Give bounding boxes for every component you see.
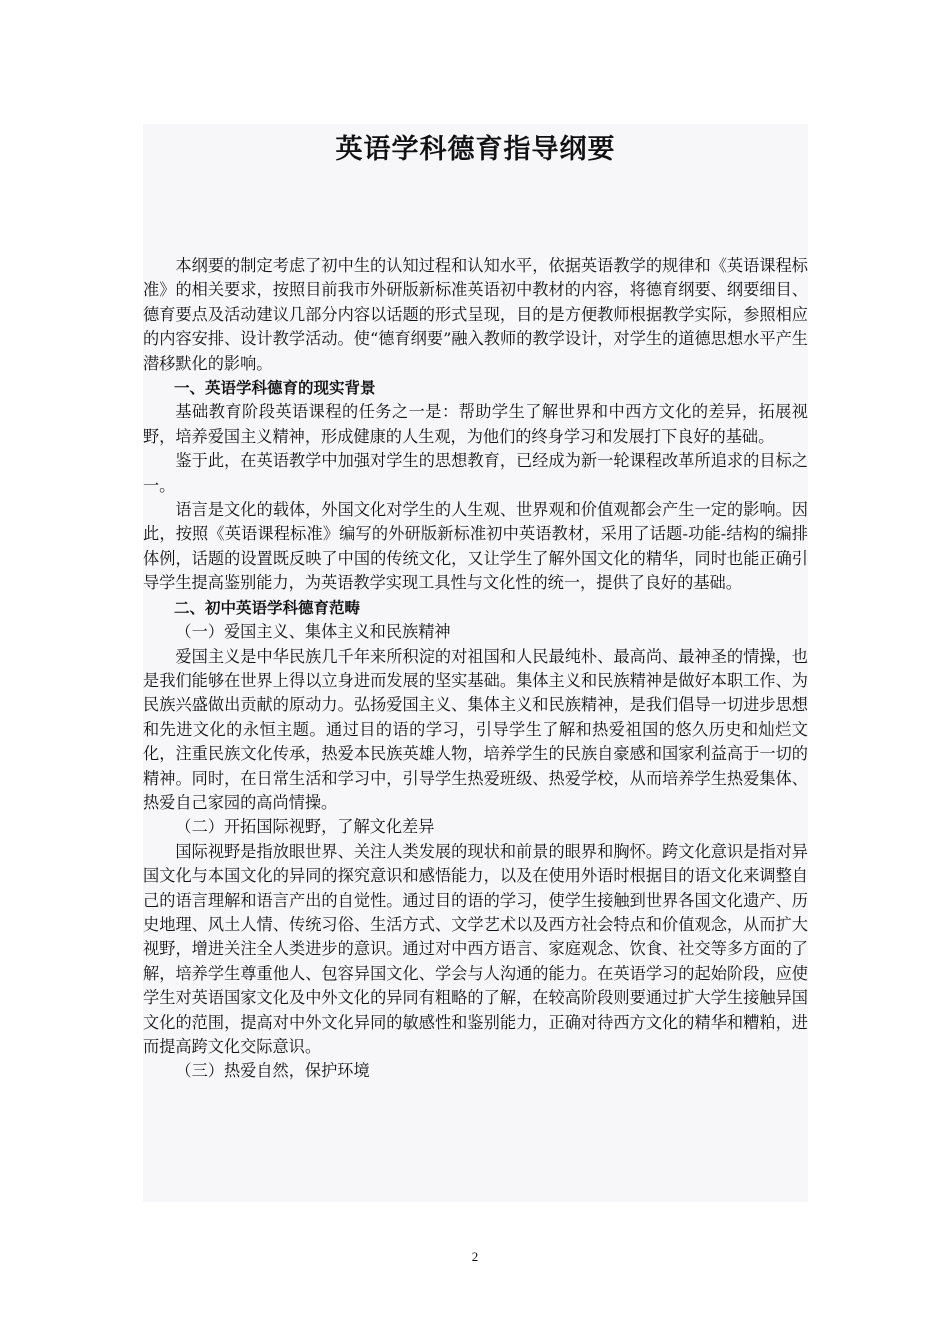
body-paragraph: 基础教育阶段英语课程的任务之一是：帮助学生了解世界和中西方文化的差异，拓展视野，培养爱国主义精神，形成健康的人生观，为他们的终身学习和发展打下良好的基础。 [143,402,808,446]
section-heading-2: 二、初中英语学科德育范畴 [174,598,361,617]
subsection-heading-1: （一）爱国主义、集体主义和民族精神 [175,622,451,642]
document-body [143,254,808,1084]
document-title: 英语学科德育指导纲要 [335,134,616,165]
body-paragraph: 爱国主义是中华民族几千年来所积淀的对祖国和人民最纯朴、最高尚、最神圣的情操，也是我们能够在世界上得以立身进而发展的坚实基础。集体主义和民族精神是做好本职工作、为民族兴盛做出贡献的原动力。弘扬爱国主义、集体主义和民族精神，是我们倡导一切进步思想和先进文化的永恒主题。通过目的语的学习，引导学生了解和热爱祖国的悠久历史和灿烂文化，注重民族文化传承，热爱本民族英雄人物，培养学生的民族自豪感和国家利益高于一切的精神。同时，在日常生活和学习中，引导学生热爱班级、热爱学校，从而培养学生热爱集体、热爱自己家园的高尚情操。 [143,646,808,812]
body-paragraph: 鉴于此，在英语教学中加强对学生的思想教育，已经成为新一轮课程改革所追求的目标之一。 [143,451,808,495]
body-paragraph: 国际视野是指放眼世界、关注人类发展的现状和前景的眼界和胸怀。跨文化意识是指对异国文化与本国文化的异同的探究意识和感悟能力，以及在使用外语时根据目的语文化来调整自己的语言理解和语言产出的自觉性。通过目的语的学习，使学生接触到世界各国文化遗产、历史地理、风土人情、传统习俗、生活方式、文学艺术以及西方社会特点和价值观念，从而扩大视野，增进关注全人类进步的意识。通过对中西方语言、家庭观念、饮食、社交等多方面的了解，培养学生尊重他人、包容异国文化、学会与人沟通的能力。在英语学习的起始阶段，应使学生对英语国家文化及中外文化的异同有粗略的了解，在较高阶段则要通过扩大学生接触异国文化的范围，提高对中外文化异同的敏感性和鉴别能力，正确对待西方文化的精华和糟粕，进而提高跨文化交际意识。 [143,841,808,1056]
section-heading-1: 一、英语学科德育的现实背景 [174,379,376,398]
page-number: 2 [471,1249,479,1264]
intro-paragraph: 本纲要的制定考虑了初中生的认知过程和认知水平，依据英语教学的规律和《英语课程标准》的相关要求，按照目前我市外研版新标准英语初中教材的内容，将德育纲要、纲要细目、德育要点及活动建议几部分内容以话题的形式呈现，目的是方便教师根据教学实际，参照相应的内容安排、设计教学活动。使“德育纲要”融入教师的教学设计，对学生的道德思想水平产生潜移默化的影响。 [143,256,808,373]
subsection-heading-2: （二）开拓国际视野，了解文化差异 [175,817,435,837]
subsection-heading-3: （三）热爱自然，保护环境 [175,1061,370,1081]
body-paragraph: 语言是文化的载体，外国文化对学生的人生观、世界观和价值观都会产生一定的影响。因此，按照《英语课程标准》编写的外研版新标准初中英语教材，采用了话题-功能-结构的编排体例，话题的设置既反映了中国的传统文化，又让学生了解外国文化的精华，同时也能正确引导学生提高鉴别能力，为英语教学实现工具性与文化性的统一，提供了良好的基础。 [143,500,808,593]
